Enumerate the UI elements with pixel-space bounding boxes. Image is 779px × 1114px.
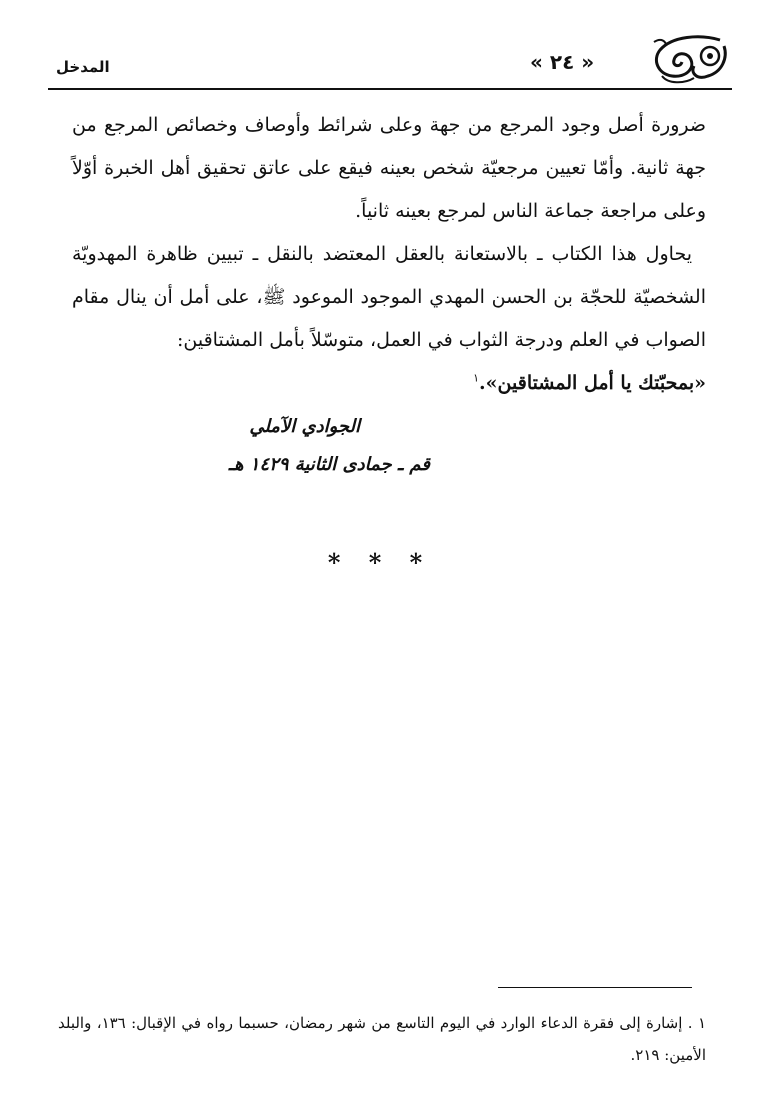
main-text (72, 104, 706, 405)
page-number: « ٢٤ » (530, 50, 595, 74)
footnote-marker: ١ (473, 371, 480, 385)
paragraph-2: يحاول هذا الكتاب ـ بالاستعانة بالعقل المعتضد بالنقل ـ تبيين ظاهرة المهدويّة الشخصيّة للحجّة بن الحسن المهدي الموجود الموعود ﷺ، على أمل أن ينال مقام الصواب في العلم ودرجة الثواب في العمل، متوسّلاً بأمل المشتاقين: (72, 243, 706, 351)
closing-quote: «بمحبّتك يا أمل المشتاقين». (479, 372, 706, 394)
footnote-rule (498, 987, 692, 988)
floral-ornament-icon (650, 32, 732, 86)
footnote: ١ . إشارة إلى فقرة الدعاء الوارد في اليوم التاسع من شهر رمضان، حسبما رواه في الإقبال: ١٣٦، والبلد الأمين: ٢١٩. (58, 1014, 706, 1064)
signature-date: قم ـ جمادى الثانية ١٤٢٩ هـ (228, 454, 430, 475)
section-title: المدخل (56, 58, 110, 76)
section-divider: * * * (327, 548, 433, 577)
author-signature: الجوادي الآملي (249, 416, 360, 437)
closing-line (72, 362, 706, 405)
page-header (48, 28, 732, 90)
header-rule (48, 88, 732, 90)
paragraph-1: ضرورة أصل وجود المرجع من جهة وعلى شرائط وأوصاف وخصائص المرجع من جهة ثانية. وأمّا تعيين مرجعيّة شخص بعينه فيقع على عاتق تحقيق أهل الخبرة أوّلاً وعلى مراجعة جماعة الناس لمرجع بعينه ثانياً. (72, 114, 706, 222)
